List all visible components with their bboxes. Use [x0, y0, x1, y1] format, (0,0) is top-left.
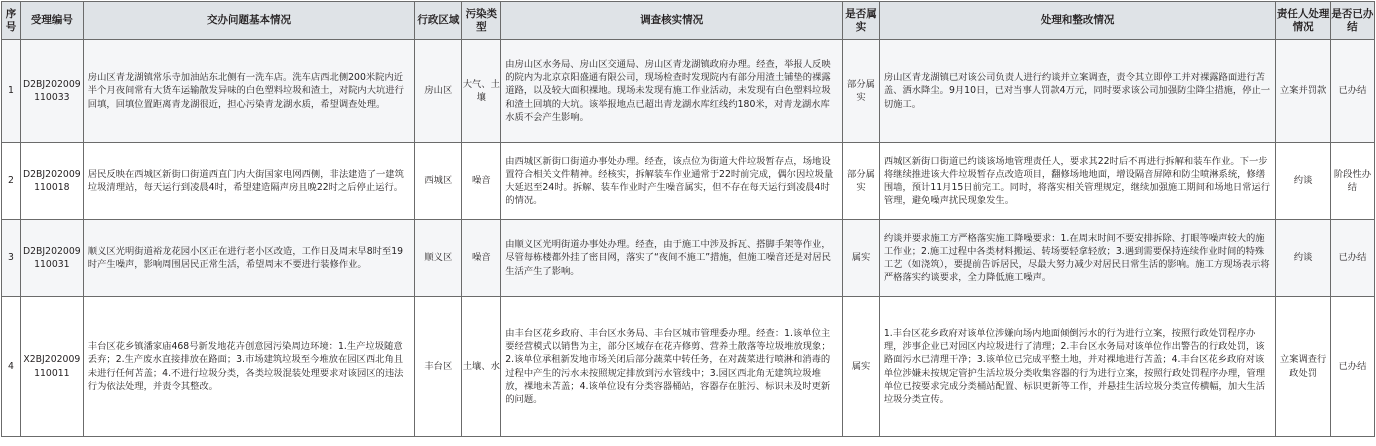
cell-handling: 1.丰台区花乡政府对该单位涉嫌向场内地面倾倒污水的行为进行立案，按照行政处罚程序办理，涉事企业已对园区内垃圾进行了清理；2.丰台区水务局对该单位作出警告的行政处罚，该路面污水已清理干净；3.该单位已完成平整土地，并对裸地进行苫盖；4.丰台区花乡政府对该单位涉嫌未按规定管护生活垃圾分类收集容器的行为进行立案，按照行政处罚程序办理，管理单位已按要求完成分类桶站配置、标识更新等工作，并悬挂生活垃圾分类宣传横幅，加大生活垃圾分类宣传。: [879, 297, 1275, 437]
cell-district: 房山区: [415, 40, 462, 143]
cell-seq: 2: [2, 143, 21, 220]
cell-pollution: 大气、土壤: [462, 40, 501, 143]
cell-issue: 丰台区花乡镇潘家庙468号新发地花卉创意园污染周边环境：1.生产垃圾随意丢弃；2.生产废水直接排放在路面；3.市场建筑垃圾至今堆放在园区西北角且未进行任何苫盖；4.不进行垃圾分类，各类垃圾混装处理要求对该园区的违法行为依法处理，并责令其整改。: [83, 297, 414, 437]
table-row: [2, 40, 1375, 143]
cell-investigation: 由丰台区花乡政府、丰台区水务局、丰台区城市管理委办理。经查：1.该单位主要经营模式以销售为主，部分区域存在花卉修剪、营养土散落等垃圾堆放现象；2.该单位承租新发地市场关闭后部分蔬菜中转任务，在对蔬菜进行喷淋和消毒的过程中产生的污水未按照规定排放到污水管线中；3.园区西北角无建筑垃圾堆放，裸地未苫盖；4.该单位设有分类容器桶站，容器存在脏污、标识未及时更新的问题。: [501, 297, 843, 437]
cell-district: 顺义区: [415, 220, 462, 297]
cell-accountability: 约谈: [1276, 220, 1331, 297]
cell-investigation: 由房山区水务局、房山区交通局、房山区青龙湖镇政府办理。经查，举报人反映的院内为北京京阳盛通有限公司，现场检查时发现院内有部分用渣土铺垫的裸露道路，以及较大面积裸地。现场未发现有施工作业活动，未发现有白色塑料垃圾和渣土回填的大坑。该举报地点已超出青龙湖水库红线约180米，对青龙湖水库水质不会产生影响。: [501, 40, 843, 143]
cell-investigation: 由西城区新街口街道办事处办理。经查，该点位为街道大件垃圾暂存点，场地设置符合相关文件精神。经核实，拆解装车作业通常于22时前完成，偶尔因垃圾量大延迟至24时。拆解、装车作业时产生噪音属实，但不存在每天运行到凌晨4时的情况。: [501, 143, 843, 220]
cell-handling: 西城区新街口街道已约谈该场地管理责任人，要求其22时后不再进行拆解和装车作业。下一步将继续推进该大件垃圾暂存点改造项目，翻修场地地面，增设隔音屏障和防尘喷淋系统，修缮围墙，预计11月15日前完工。同时，将落实相关管理规定，继续加强施工期间和场地日常运行管理，避免噪声扰民现象发生。: [879, 143, 1275, 220]
cell-issue: 居民反映在西城区新街口街道西直门内大街国家电网西侧，非法建造了一建筑垃圾清理站，每天运行到凌晨4时，希望建造隔声房且晚22时之后停止运行。: [83, 143, 414, 220]
table-row: [2, 143, 1375, 220]
header-verified: 是否属实: [843, 2, 880, 40]
header-handling: 处理和整改情况: [879, 2, 1275, 40]
cell-handling: 房山区青龙湖镇已对该公司负责人进行约谈并立案调查，责令其立即停工并对裸露路面进行苫盖、洒水降尘。9月10日，已对当事人罚款4万元，同时要求该公司加强防尘降尘措施，停止一切施工。: [879, 40, 1275, 143]
cell-accountability: 立案并罚款: [1276, 40, 1331, 143]
cell-closed: 已办结: [1330, 40, 1374, 143]
cell-verified: 属实: [843, 297, 880, 437]
cell-seq: 4: [2, 297, 21, 437]
header-accountability: 责任人处理情况: [1276, 2, 1331, 40]
cell-verified: 部分属实: [843, 40, 880, 143]
cell-seq: 3: [2, 220, 21, 297]
cell-closed: 已办结: [1330, 297, 1374, 437]
cell-accountability: 约谈: [1276, 143, 1331, 220]
header-row: [2, 2, 1375, 40]
cell-verified: 部分属实: [843, 143, 880, 220]
cell-district: 西城区: [415, 143, 462, 220]
cell-pollution: 土壤、水: [462, 297, 501, 437]
cell-closed: 已办结: [1330, 220, 1374, 297]
cell-handling: 约谈并要求施工方严格落实施工降噪要求：1.在周末时间不要安排拆除、打眼等噪声较大的施工作业；2.施工过程中各类材料搬运、转场要轻拿轻放；3.遇到需要保持连续作业时间的特殊工艺（如浇筑），要提前告诉居民，尽最大努力减少对居民日常生活的影响。施工方现场表示将严格落实约谈要求，全力降低施工噪声。: [879, 220, 1275, 297]
cell-issue: 房山区青龙湖镇常乐寺加油站东北侧有一洗车店。洗车店西北侧200米院内近半个月夜间常有大货车运输散发异味的白色塑料垃圾和渣土，对院内大坑进行回填，回填位置距离青龙湖很近，担心污染青龙湖水质，希望调查处理。: [83, 40, 414, 143]
cell-verified: 属实: [843, 220, 880, 297]
cell-district: 丰台区: [415, 297, 462, 437]
cell-id: X2BJ202009110011: [20, 297, 83, 437]
cell-closed: 阶段性办结: [1330, 143, 1374, 220]
cell-id: D2BJ202009110018: [20, 143, 83, 220]
cell-id: D2BJ202009110033: [20, 40, 83, 143]
cell-id: D2BJ202009110031: [20, 220, 83, 297]
complaint-table: [1, 1, 1375, 437]
header-investigation: 调查核实情况: [501, 2, 843, 40]
header-closed: 是否已办结: [1330, 2, 1374, 40]
cell-pollution: 噪音: [462, 220, 501, 297]
header-issue: 交办问题基本情况: [83, 2, 414, 40]
cell-investigation: 由顺义区光明街道办事处办理。经查，由于施工中涉及拆瓦、搭脚手架等作业，尽管每栋楼都外挂了密目网，落实了“夜间不施工”措施，但施工噪音还是对居民生活产生了影响。: [501, 220, 843, 297]
cell-seq: 1: [2, 40, 21, 143]
header-seq: 序号: [2, 2, 21, 40]
cell-pollution: 噪音: [462, 143, 501, 220]
table-row: [2, 220, 1375, 297]
header-district: 行政区域: [415, 2, 462, 40]
table-row: [2, 297, 1375, 437]
header-id: 受理编号: [20, 2, 83, 40]
cell-accountability: 立案调查行政处罚: [1276, 297, 1331, 437]
cell-issue: 顺义区光明街道裕龙花园小区正在进行老小区改造，工作日及周末早8时至19时产生噪声，影响周围居民正常生活，希望周末不要进行装修作业。: [83, 220, 414, 297]
header-pollution: 污染类型: [462, 2, 501, 40]
